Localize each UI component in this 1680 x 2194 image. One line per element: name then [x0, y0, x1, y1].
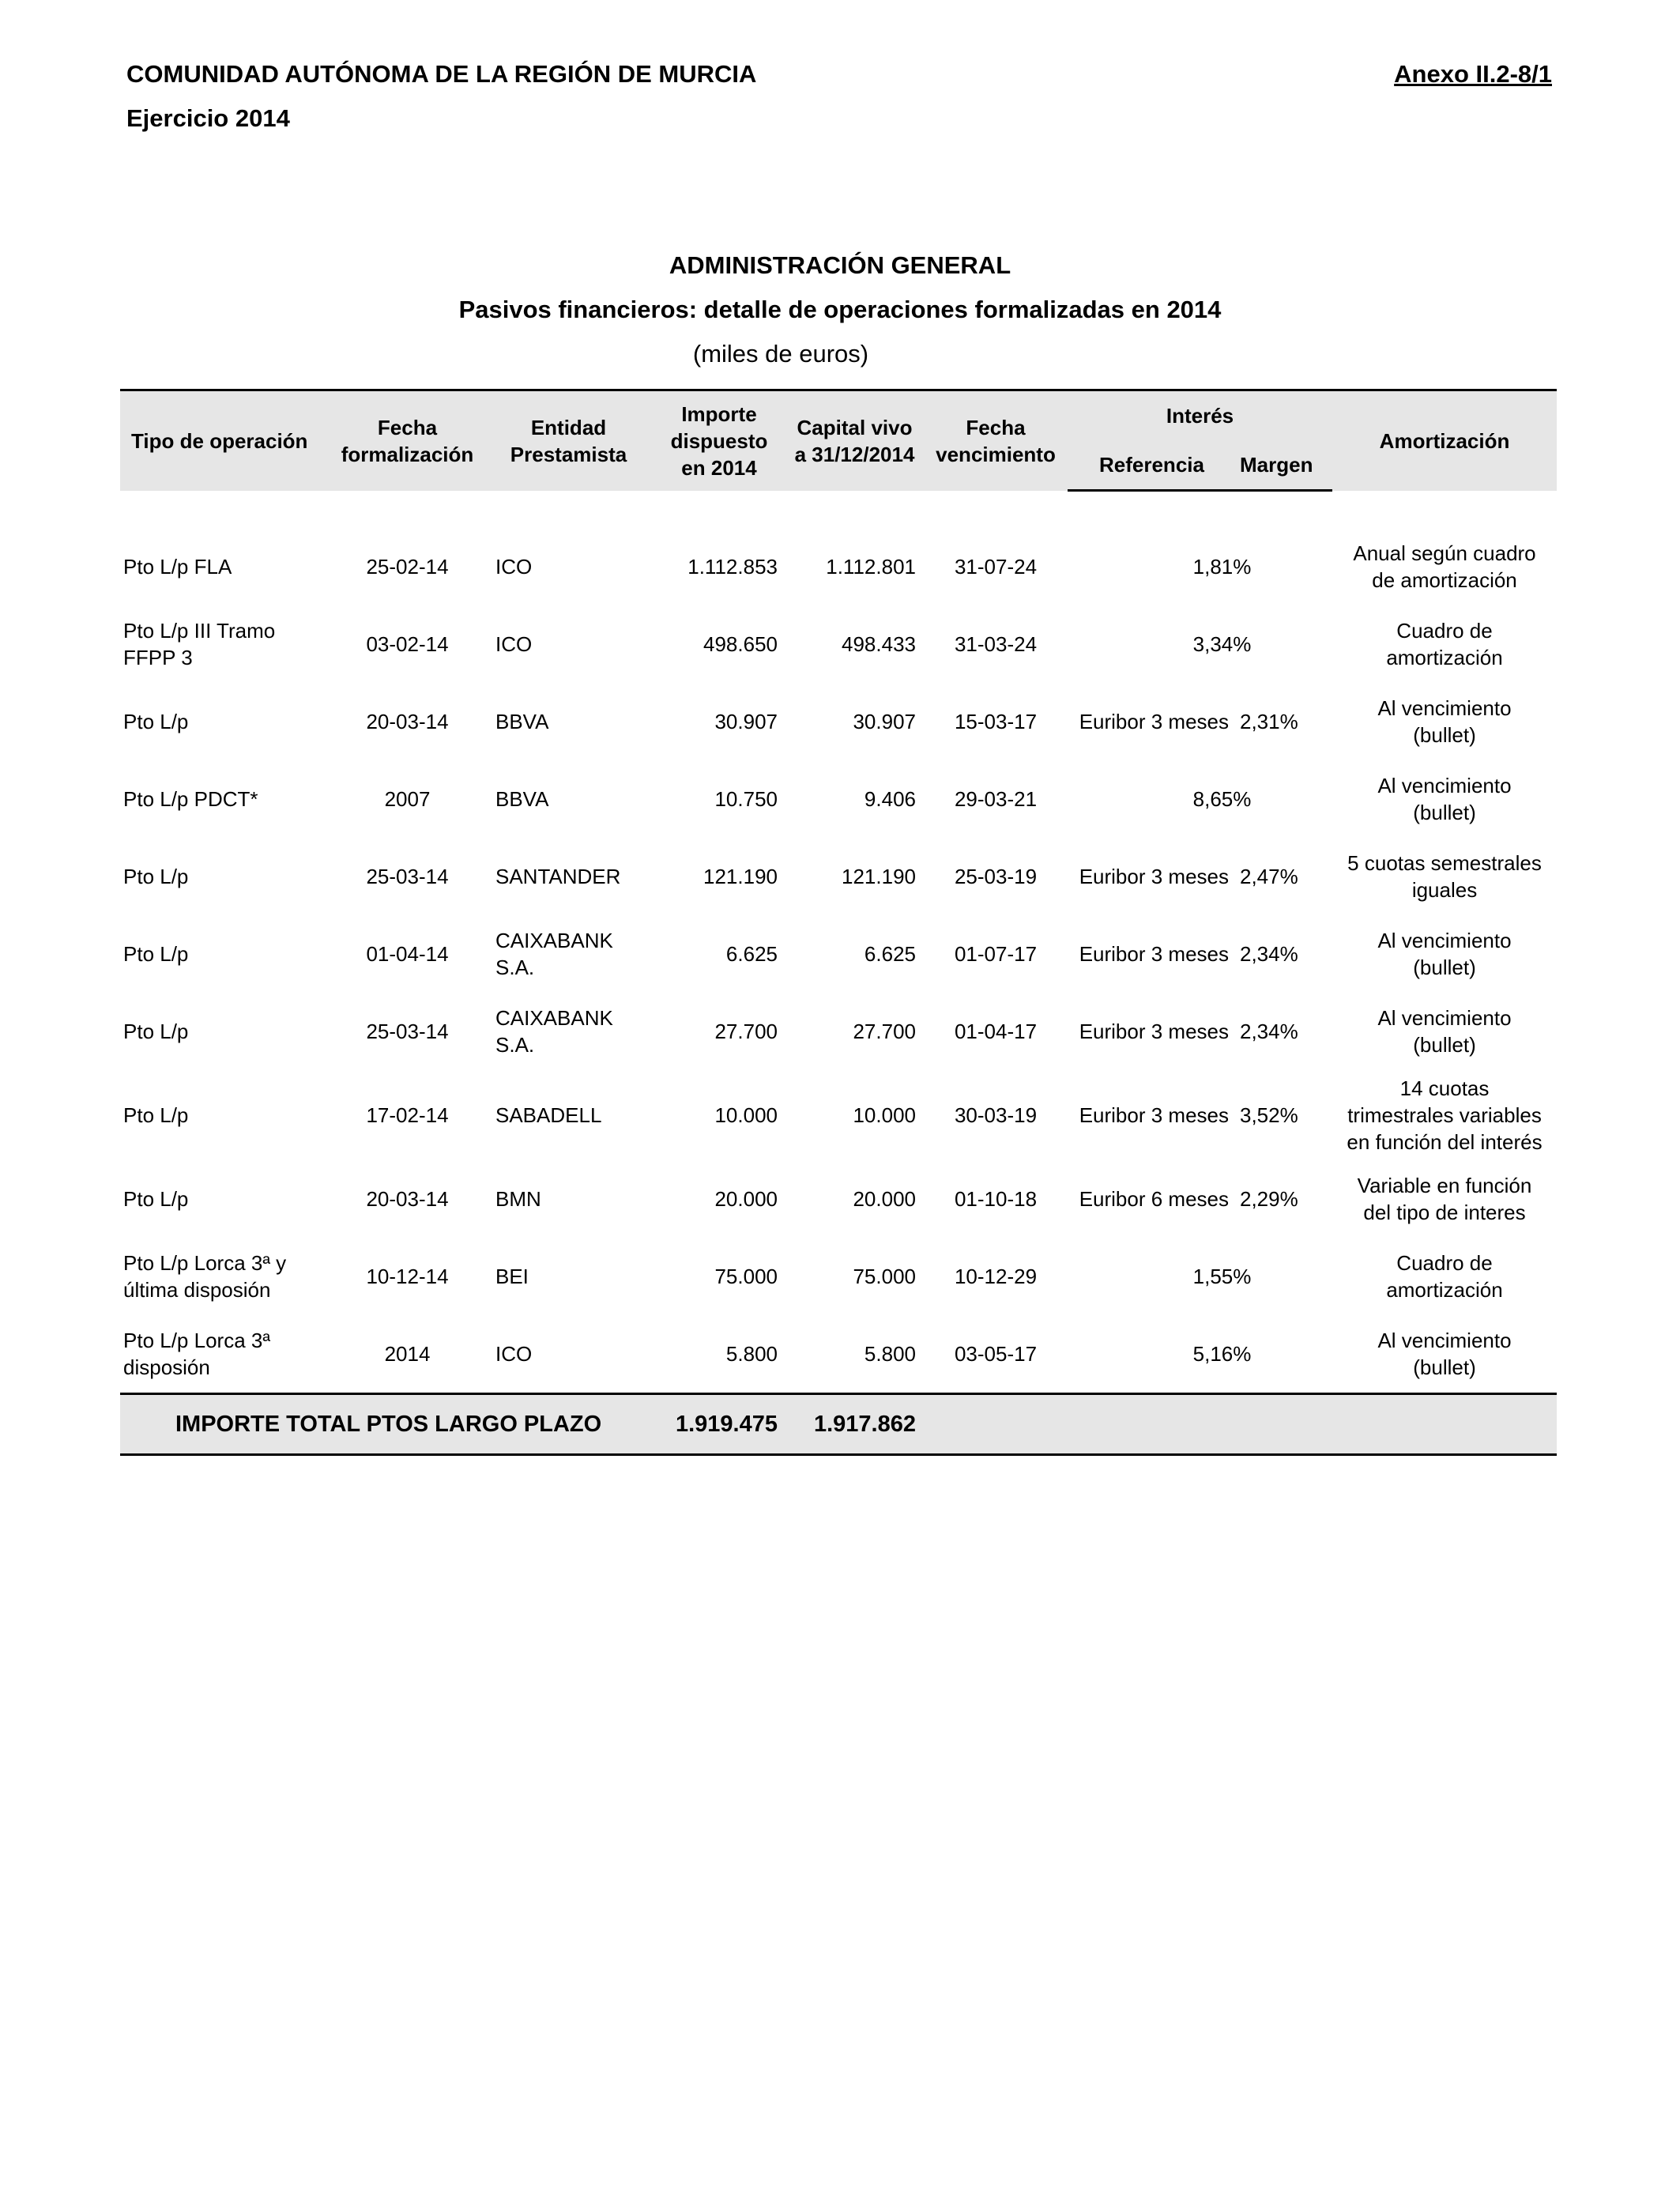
cell-tipo-fijo: 3,34%: [1192, 632, 1252, 656]
cell-importe: 75.000: [714, 1265, 778, 1288]
header-tipo: Tipo de operación: [120, 390, 330, 491]
cell-margen: 2,47%: [1240, 865, 1298, 888]
header-importe: Importe dispuesto en 2014: [653, 390, 785, 491]
document-titles: [0, 243, 1680, 376]
table-row: [120, 993, 1557, 1070]
cell-importe: 6.625: [725, 942, 778, 966]
cell-importe: 27.700: [714, 1020, 778, 1043]
cell-amortizacion: 14 cuotas trimestrales variables en función del interés: [1347, 1076, 1543, 1154]
table-row: [120, 1160, 1557, 1238]
cell-capital-vivo: 498.433: [842, 632, 916, 656]
table-row: [120, 838, 1557, 915]
cell-tipo: Pto L/p III Tramo FFPP 3: [123, 619, 276, 669]
cell-importe: 10.000: [714, 1103, 778, 1127]
table-row: [120, 915, 1557, 993]
section-title: ADMINISTRACIÓN GENERAL: [669, 251, 1011, 279]
header-amortizacion: Amortización: [1332, 390, 1557, 491]
cell-tipo: Pto L/p Lorca 3ª y última disposión: [123, 1251, 287, 1302]
cell-capital-vivo: 121.190: [842, 865, 916, 888]
cell-referencia: Euribor 3 meses: [1079, 942, 1229, 966]
exercise-year: Ejercicio 2014: [126, 104, 290, 132]
cell-fecha-vencimiento: 31-03-24: [954, 632, 1038, 656]
cell-fecha-formalizacion: 20-03-14: [366, 710, 449, 733]
table-total: [120, 1394, 1557, 1455]
units-note: (miles de euros): [692, 340, 869, 368]
cell-referencia: Euribor 3 meses: [1079, 1020, 1229, 1043]
cell-fecha-formalizacion: 2014: [384, 1342, 431, 1366]
cell-fecha-vencimiento: 01-10-18: [954, 1187, 1038, 1211]
cell-importe: 498.650: [703, 632, 778, 656]
cell-fecha-vencimiento: 25-03-19: [954, 865, 1038, 888]
cell-capital-vivo: 30.907: [853, 710, 916, 733]
cell-fecha-formalizacion: 03-02-14: [366, 632, 449, 656]
cell-fecha-formalizacion: 25-03-14: [366, 1020, 449, 1043]
cell-amortizacion: Al vencimiento (bullet): [1377, 929, 1512, 979]
table-row: [120, 605, 1557, 683]
header-referencia: Referencia: [1068, 440, 1240, 491]
cell-capital-vivo: 9.406: [864, 787, 916, 811]
document-header: [126, 52, 756, 141]
table-row: [120, 1315, 1557, 1394]
table-row: [120, 683, 1557, 760]
header-entidad: Entidad Prestamista: [484, 390, 653, 491]
cell-entidad: CAIXABANK S.A.: [495, 1006, 613, 1057]
cell-entidad: CAIXABANK S.A.: [495, 929, 613, 979]
cell-referencia: Euribor 3 meses: [1079, 710, 1229, 733]
cell-referencia: Euribor 6 meses: [1079, 1187, 1229, 1211]
cell-fecha-vencimiento: 31-07-24: [954, 555, 1038, 579]
cell-amortizacion: Al vencimiento (bullet): [1377, 1006, 1512, 1057]
table-header: [120, 390, 1557, 491]
cell-fecha-vencimiento: 01-07-17: [954, 942, 1038, 966]
cell-capital-vivo: 20.000: [853, 1187, 916, 1211]
cell-tipo: Pto L/p: [123, 865, 189, 888]
cell-importe: 5.800: [725, 1342, 778, 1366]
table-row: [120, 760, 1557, 838]
organization-name: COMUNIDAD AUTÓNOMA DE LA REGIÓN DE MURCIA: [126, 60, 757, 88]
cell-fecha-formalizacion: 20-03-14: [366, 1187, 449, 1211]
operations-table: [120, 389, 1557, 1456]
cell-fecha-formalizacion: 25-02-14: [366, 555, 449, 579]
cell-entidad: BMN: [495, 1187, 541, 1211]
cell-tipo: Pto L/p: [123, 1187, 189, 1211]
annex-reference: Anexo II.2-8/1: [1394, 60, 1552, 88]
cell-entidad: BEI: [495, 1265, 529, 1288]
cell-tipo-fijo: 1,81%: [1192, 555, 1252, 579]
cell-tipo-fijo: 1,55%: [1192, 1265, 1252, 1288]
cell-capital-vivo: 5.800: [864, 1342, 916, 1366]
cell-fecha-vencimiento: 29-03-21: [954, 787, 1038, 811]
total-importe: 1.919.475: [653, 1394, 785, 1455]
cell-capital-vivo: 1.112.801: [826, 555, 916, 579]
table-row: [120, 1070, 1557, 1160]
cell-referencia: Euribor 3 meses: [1079, 865, 1229, 888]
header-margen: Margen: [1240, 440, 1332, 491]
cell-fecha-formalizacion: 10-12-14: [366, 1265, 449, 1288]
cell-fecha-formalizacion: 25-03-14: [366, 865, 449, 888]
cell-tipo: Pto L/p: [123, 1020, 189, 1043]
cell-importe: 20.000: [714, 1187, 778, 1211]
cell-tipo-fijo: 5,16%: [1192, 1342, 1252, 1366]
cell-margen: 3,52%: [1240, 1103, 1298, 1127]
cell-tipo: Pto L/p FLA: [123, 555, 232, 579]
cell-importe: 30.907: [714, 710, 778, 733]
cell-importe: 10.750: [714, 787, 778, 811]
cell-tipo: Pto L/p Lorca 3ª disposión: [123, 1329, 270, 1379]
cell-entidad: SANTANDER: [495, 865, 621, 888]
cell-amortizacion: Al vencimiento (bullet): [1377, 1329, 1512, 1379]
cell-tipo-fijo: 8,65%: [1192, 787, 1252, 811]
header-fecha-formalizacion: Fecha formalización: [330, 390, 484, 491]
cell-entidad: BBVA: [495, 710, 549, 733]
table-row: [120, 1238, 1557, 1315]
cell-tipo: Pto L/p PDCT*: [123, 787, 258, 811]
table-subtitle: Pasivos financieros: detalle de operaciones formalizadas en 2014: [458, 296, 1222, 323]
total-empty: [924, 1394, 1557, 1455]
cell-capital-vivo: 6.625: [864, 942, 916, 966]
header-interes: Interés: [1068, 390, 1332, 441]
header-capital-vivo: Capital vivo a 31/12/2014: [785, 390, 924, 491]
cell-tipo: Pto L/p: [123, 710, 189, 733]
cell-entidad: ICO: [495, 555, 533, 579]
cell-capital-vivo: 10.000: [853, 1103, 916, 1127]
cell-tipo: Pto L/p: [123, 942, 189, 966]
cell-importe: 121.190: [703, 865, 778, 888]
cell-fecha-vencimiento: 30-03-19: [954, 1103, 1038, 1127]
table-body: [120, 491, 1557, 1394]
cell-fecha-formalizacion: 01-04-14: [366, 942, 449, 966]
cell-referencia: Euribor 3 meses: [1079, 1103, 1229, 1127]
cell-margen: 2,31%: [1240, 710, 1298, 733]
cell-fecha-vencimiento: 01-04-17: [954, 1020, 1038, 1043]
cell-margen: 2,29%: [1240, 1187, 1298, 1211]
cell-amortizacion: Anual según cuadro de amortización: [1353, 541, 1536, 592]
cell-fecha-formalizacion: 2007: [384, 787, 431, 811]
cell-margen: 2,34%: [1240, 942, 1298, 966]
table-row: [120, 528, 1557, 605]
cell-capital-vivo: 27.700: [853, 1020, 916, 1043]
cell-fecha-vencimiento: 15-03-17: [954, 710, 1038, 733]
cell-amortizacion: 5 cuotas semestrales iguales: [1347, 851, 1542, 902]
cell-amortizacion: Variable en función del tipo de interes: [1357, 1174, 1532, 1224]
total-label: IMPORTE TOTAL PTOS LARGO PLAZO: [120, 1394, 653, 1455]
cell-importe: 1.112.853: [687, 555, 778, 579]
cell-amortizacion: Al vencimiento (bullet): [1377, 774, 1512, 824]
cell-margen: 2,34%: [1240, 1020, 1298, 1043]
cell-tipo: Pto L/p: [123, 1103, 189, 1127]
cell-capital-vivo: 75.000: [853, 1265, 916, 1288]
cell-entidad: ICO: [495, 632, 533, 656]
header-fecha-vencimiento: Fecha vencimiento: [924, 390, 1068, 491]
cell-amortizacion: Al vencimiento (bullet): [1377, 696, 1512, 747]
cell-entidad: ICO: [495, 1342, 533, 1366]
cell-fecha-formalizacion: 17-02-14: [366, 1103, 449, 1127]
cell-fecha-vencimiento: 03-05-17: [954, 1342, 1038, 1366]
total-capital: 1.917.862: [785, 1394, 924, 1455]
cell-fecha-vencimiento: 10-12-29: [954, 1265, 1038, 1288]
cell-entidad: SABADELL: [495, 1103, 602, 1127]
cell-entidad: BBVA: [495, 787, 549, 811]
cell-amortizacion: Cuadro de amortización: [1386, 1251, 1503, 1302]
cell-amortizacion: Cuadro de amortización: [1386, 619, 1503, 669]
